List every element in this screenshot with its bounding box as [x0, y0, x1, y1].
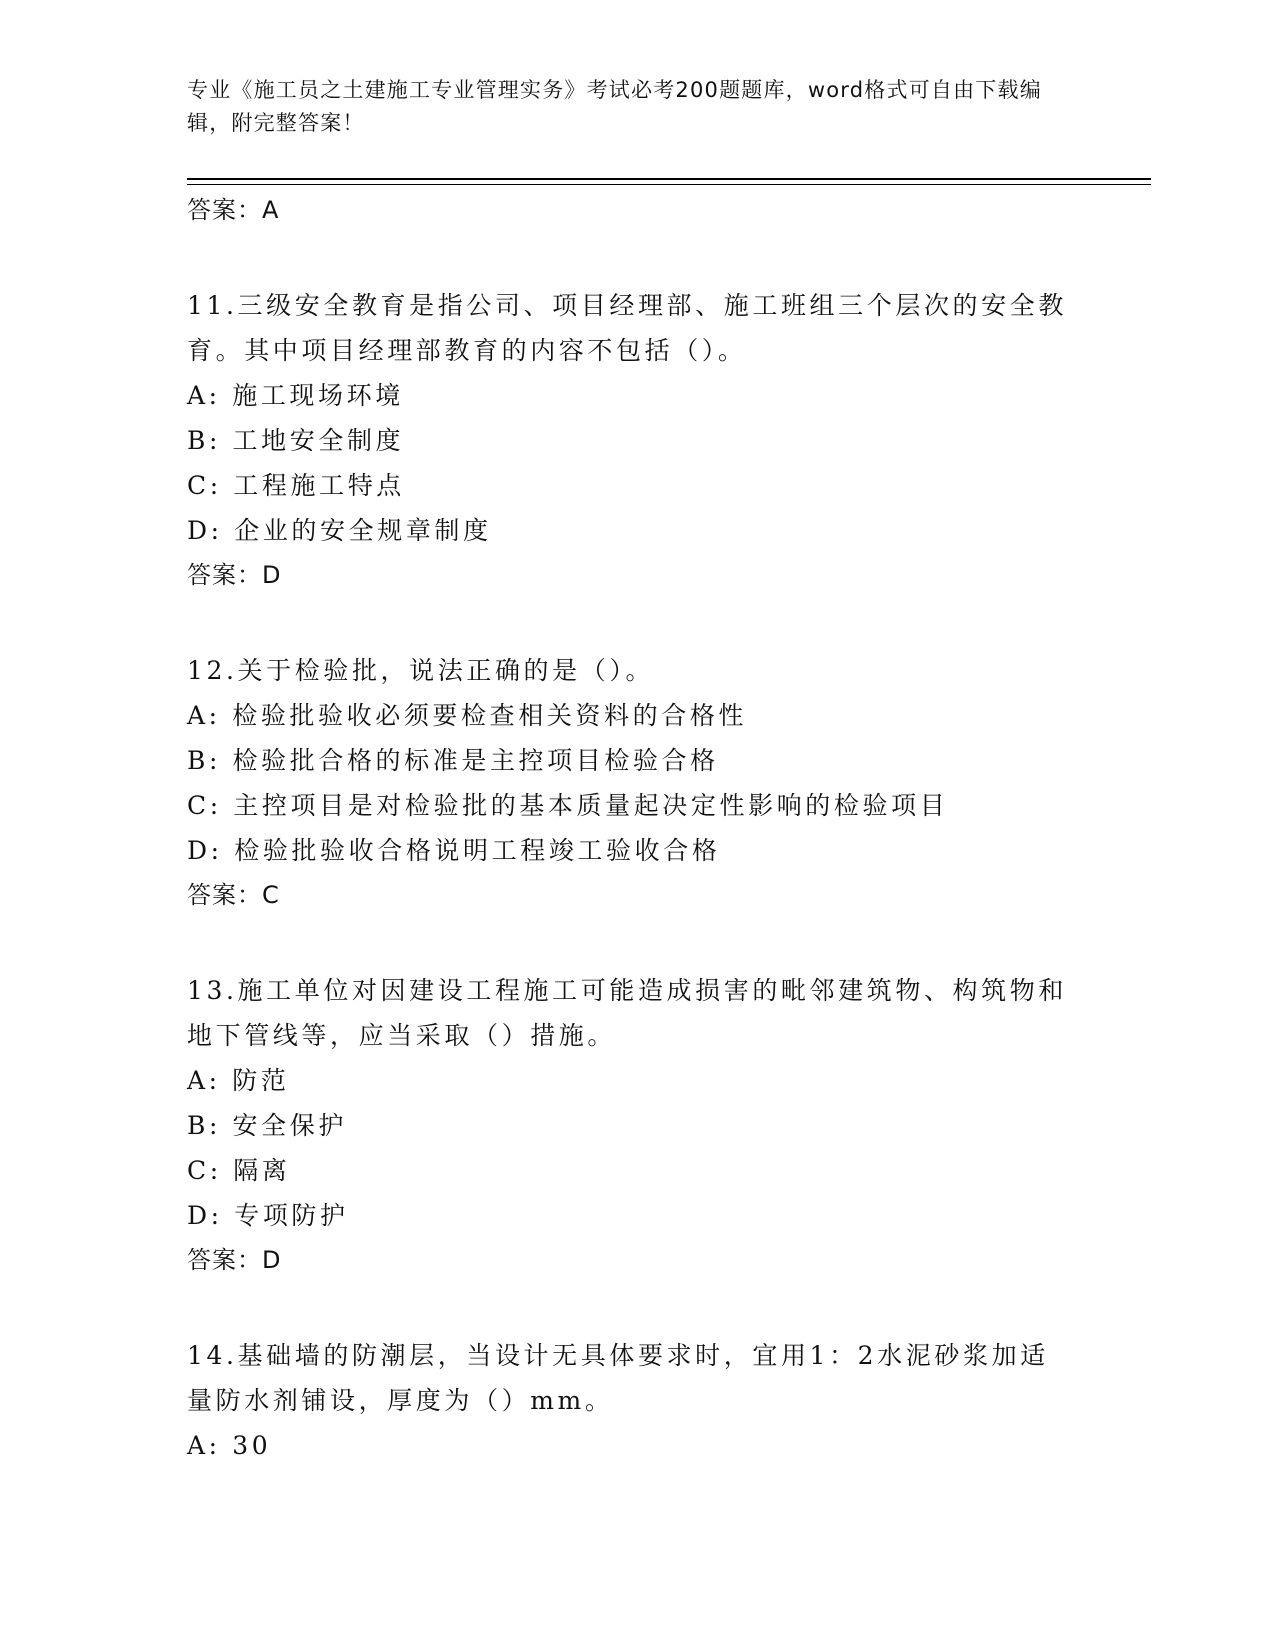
- question-list: [187, 188, 1087, 1468]
- option-a: A: 施工现场环境: [187, 381, 404, 410]
- document-header: 专业《施工员之土建施工专业管理实务》考试必考200题题库，word格式可自由下载编辑，附完整答案！: [187, 78, 1042, 135]
- option-b: B: 工地安全制度: [187, 426, 405, 455]
- option-b: B: 检验批合格的标准是主控项目检验合格: [187, 746, 719, 775]
- option-d: D: 检验批验收合格说明工程竣工验收合格: [187, 836, 721, 865]
- question-11: [187, 283, 1087, 598]
- question-13: [187, 968, 1087, 1283]
- question-14: [187, 1333, 1087, 1468]
- question-text: 14.基础墙的防潮层，当设计无具体要求时，宜用1：2水泥砂浆加适量防水剂铺设，厚度为（）mm。: [187, 1341, 1049, 1415]
- answer-line: 答案：C: [187, 881, 280, 909]
- answer-line: 答案：D: [187, 1246, 282, 1274]
- option-d: D: 企业的安全规章制度: [187, 516, 492, 545]
- header-divider-thin: [187, 184, 1151, 185]
- option-a: A: 防范: [187, 1066, 290, 1095]
- answer-line: 答案：D: [187, 561, 282, 589]
- option-b: B: 安全保护: [187, 1111, 347, 1140]
- question-12: [187, 648, 1087, 918]
- answer-line: 答案：A: [187, 196, 280, 224]
- option-a: A: 30: [187, 1431, 272, 1460]
- question-text: 13.施工单位对因建设工程施工可能造成损害的毗邻建筑物、构筑物和地下管线等，应当采取（）措施。: [187, 976, 1067, 1050]
- option-a: A: 检验批验收必须要检查相关资料的合格性: [187, 701, 748, 730]
- question-text: 12.关于检验批，说法正确的是（）。: [187, 656, 655, 685]
- question-text: 11.三级安全教育是指公司、项目经理部、施工班组三个层次的安全教育。其中项目经理部教育的内容不包括（）。: [187, 291, 1067, 365]
- option-c: C: 主控项目是对检验批的基本质量起决定性影响的检验项目: [187, 791, 949, 820]
- header-divider-thick: [187, 178, 1151, 180]
- option-d: D: 专项防护: [187, 1201, 349, 1230]
- option-c: C: 工程施工特点: [187, 471, 405, 500]
- option-c: C: 隔离: [187, 1156, 291, 1185]
